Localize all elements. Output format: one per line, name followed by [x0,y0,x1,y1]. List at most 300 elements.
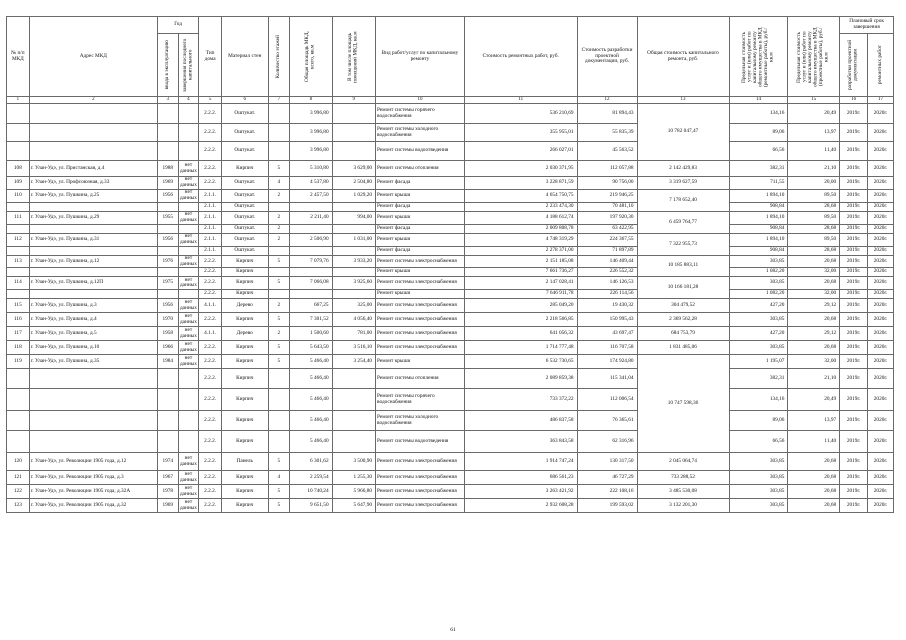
row-number: 111 [7,212,30,225]
limit-project: 21,10 [788,369,840,389]
last-repair-year [178,369,199,389]
commission-year: 1969 [157,177,178,190]
premises-area: 3 933,20 [332,256,375,268]
project-cost: 62 316,96 [577,431,637,453]
house-type: 2.2.2. [199,341,222,355]
work-cost: 641 056,32 [464,327,577,341]
floor-count: 5 [268,313,290,327]
wall-material: Кирпич [222,256,269,268]
project-cost: 71 897,89 [577,247,637,256]
address-cell: г. Улан-Удэ, ул. Профсоюзная, д.33 [29,177,157,190]
commission-year: 1970 [157,313,178,327]
limit-repair: 711,55 [729,177,788,190]
project-cost: 45 563,52 [577,142,637,161]
project-cost: 76 365,61 [577,411,637,431]
deadline-project: 2019г. [840,411,868,431]
commission-year: 1975 [157,277,178,290]
premises-area: 5 966,80 [332,485,375,499]
total-area: 5 310,80 [290,161,332,177]
table-row [7,225,894,234]
floor-count [268,203,290,212]
last-repair-year: нет данных [179,471,197,483]
premises-area [332,369,375,389]
commission-year [157,389,178,411]
deadline-project: 2019г. [840,177,868,190]
project-cost: 224 367,55 [577,234,637,247]
project-cost: 174 924,80 [577,355,637,369]
header-wall-material: Материал стен [222,17,269,97]
total-area: 3 996,80 [290,124,332,142]
limit-repair: 1 894,10 [729,212,788,225]
row-number: 117 [7,327,30,341]
table-row [7,234,894,247]
row-number: 119 [7,355,30,369]
last-repair-year [178,203,199,212]
column-number: 16 [840,97,868,104]
deadline-repair: 2020г. [868,431,894,453]
row-number [7,268,30,277]
work-cost: 2 233 474,30 [464,203,577,212]
commission-year [157,142,178,161]
row-number [7,124,30,142]
row-number: 123 [7,499,30,513]
row-number [7,225,30,234]
deadline-project: 2019г. [840,124,868,142]
address-cell: г. Улан-Удэ, ул. Революции 1905 года, д.32А [29,485,157,499]
project-cost: 90 756,00 [577,177,637,190]
total-area: 2 457,50 [290,190,332,203]
limit-project: 11,40 [788,142,840,161]
limit-repair: 427,20 [729,327,788,341]
deadline-project: 2019г. [840,161,868,177]
address-cell [29,225,157,234]
limit-project: 28,68 [788,225,840,234]
floor-count: 4 [268,177,290,190]
work-type: Ремонт системы электроснабжения [376,485,465,499]
limit-project: 20,68 [788,499,840,513]
last-repair-year [178,389,199,411]
total-area: 5 466,40 [290,389,332,411]
row-number: 113 [7,256,30,268]
work-type: Ремонт фасада [376,225,465,234]
limit-repair: 303,85 [729,499,788,513]
limit-repair: 908,84 [729,225,788,234]
work-cost: 2 030 371,95 [464,161,577,177]
floor-count: 2 [268,234,290,247]
header-deadline-project: разработки проектной документации [847,39,859,91]
premises-area [332,225,375,234]
work-cost: 7 661 736,27 [464,268,577,277]
work-type: Ремонт системы электроснабжения [376,313,465,327]
floor-count [268,268,290,277]
column-number: 6 [222,97,269,104]
house-type: 2.2.2. [199,389,222,411]
limit-repair: 1 894,10 [729,234,788,247]
deadline-repair: 2020г. [868,327,894,341]
deadline-repair: 2020г. [868,369,894,389]
limit-repair: 1 894,10 [729,190,788,203]
total-cost: 733 288,52 [637,471,729,485]
commission-year: 1956 [157,190,178,203]
limit-project: 32,00 [788,355,840,369]
work-type: Ремонт системы отопления [376,161,465,177]
work-type: Ремонт системы водоотведения [376,431,465,453]
work-type: Ремонт крыши [376,355,465,369]
deadline-project: 2019г. [840,499,868,513]
project-cost: 43 697,47 [577,327,637,341]
house-type: 2.2.2. [199,256,222,268]
floor-count: 2 [268,190,290,203]
address-cell: г. Улан-Удэ, ул. Пушкина, д.12П [29,277,157,290]
wall-material: Оштукат. [222,234,269,247]
last-repair-year: нет данных [179,255,197,267]
premises-area: 3 516,10 [332,341,375,355]
premises-area: 1 031,00 [332,234,375,247]
wall-material: Дерево [222,299,269,313]
work-type: Ремонт крыши [376,234,465,247]
wall-material: Кирпич [222,369,269,389]
deadline-project: 2019г. [840,389,868,411]
premises-area [332,104,375,124]
deadline-project: 2019г. [840,485,868,499]
house-type: 2.2.2. [199,355,222,369]
work-type: Ремонт системы электроснабжения [376,499,465,513]
total-cost: 7 178 652,40 [637,190,729,212]
address-cell [29,247,157,256]
deadline-repair: 2020г. [868,313,894,327]
total-cost: 3 319 627,59 [637,177,729,190]
header-num: № п/п МКД [7,17,30,97]
floor-count: 5 [268,355,290,369]
wall-material: Кирпич [222,389,269,411]
premises-area: 994,00 [332,212,375,225]
total-cost: 7 322 955,73 [637,234,729,256]
table-row [7,411,894,431]
limit-repair: 382,31 [729,161,788,177]
work-type: Ремонт системы холодного водоснабжения [376,411,465,431]
wall-material: Оштукат. [222,190,269,203]
project-cost: 199 593,02 [577,499,637,513]
row-number: 120 [7,453,30,471]
project-cost: 63 422,95 [577,225,637,234]
wall-material: Оштукат. [222,177,269,190]
address-cell: г. Улан-Удэ, ул. Революции 1905 года, д.32 [29,499,157,513]
table-row [7,268,894,277]
limit-repair: 66,56 [729,142,788,161]
page-number: 61 [450,627,456,633]
row-number: 121 [7,471,30,485]
commission-year [157,124,178,142]
table-body [7,104,894,513]
limit-repair: 908,84 [729,247,788,256]
wall-material: Оштукат. [222,142,269,161]
total-cost: 1 831 485,06 [637,341,729,355]
deadline-project: 2019г. [840,203,868,212]
deadline-repair: 2020г. [868,355,894,369]
header-work-type: Вид работ/услуг по капитальному ремонту [376,17,465,97]
floor-count: 2 [268,299,290,313]
project-cost: 219 946,25 [577,190,637,203]
house-type: 4.1.1. [199,327,222,341]
total-cost: 3 132 201,30 [637,499,729,513]
row-number [7,389,30,411]
total-area: 1 500,60 [290,327,332,341]
commission-year: 1956 [157,234,178,247]
premises-area [332,124,375,142]
house-type: 2.2.2. [199,471,222,485]
deadline-repair: 2020г. [868,142,894,161]
row-number [7,369,30,389]
table-row [7,431,894,453]
project-cost: 115 341,04 [577,369,637,389]
premises-area [332,389,375,411]
work-type: Ремонт системы электроснабжения [376,277,465,290]
premises-area: 781,00 [332,327,375,341]
address-cell [29,142,157,161]
premises-area: 3 500,90 [332,453,375,471]
project-cost: 70 481,10 [577,203,637,212]
premises-area: 3 629,00 [332,161,375,177]
work-type: Ремонт крыши [376,190,465,203]
row-number: 109 [7,177,30,190]
house-type: 2.2.2. [199,161,222,177]
total-area: 667,25 [290,299,332,313]
last-repair-year: нет данных [179,211,197,223]
work-cost: 2 009 808,78 [464,225,577,234]
work-cost: 486 837,58 [464,411,577,431]
wall-material: Кирпич [222,341,269,355]
deadline-repair: 2020г. [868,203,894,212]
commission-year: 1978 [157,485,178,499]
work-cost: 3 228 871,59 [464,177,577,190]
column-number-row [7,97,894,104]
work-cost: 363 843,58 [464,431,577,453]
work-cost: 7 646 911,78 [464,290,577,299]
limit-repair: 303,85 [729,277,788,290]
total-area [290,268,332,277]
total-area: 5 466,40 [290,411,332,431]
total-area: 5 466,40 [290,355,332,369]
last-repair-year [178,268,199,277]
column-number: 2 [29,97,157,104]
deadline-project: 2019г. [840,431,868,453]
limit-project: 89,50 [788,234,840,247]
header-year-group: Год [157,17,198,34]
limit-project: 13,97 [788,124,840,142]
table-header [7,17,894,104]
commission-year: 1956 [157,299,178,313]
work-type: Ремонт системы электроснабжения [376,341,465,355]
deadline-project: 2019г. [840,212,868,225]
total-area: 6 301,62 [290,453,332,471]
limit-project: 11,40 [788,431,840,453]
table-row [7,341,894,355]
table-row [7,124,894,142]
limit-project: 89,50 [788,190,840,203]
limit-project: 20,68 [788,277,840,290]
deadline-project: 2019г. [840,268,868,277]
column-number: 3 [157,97,178,104]
house-type: 2.1.1. [199,190,222,203]
address-cell [29,203,157,212]
total-area: 3 996,80 [290,104,332,124]
header-deadline-group: Плановый срок завершения [840,17,894,34]
limit-repair: 89,06 [729,124,788,142]
total-area: 5 466,40 [290,369,332,389]
work-cost: 4 188 612,74 [464,212,577,225]
wall-material: Кирпич [222,411,269,431]
deadline-project: 2019г. [840,256,868,268]
last-repair-year [178,411,199,431]
last-repair-year: нет данных [179,313,197,325]
total-area [290,290,332,299]
work-cost: 266 027,01 [464,142,577,161]
work-cost: 4 654 750,75 [464,190,577,203]
table-row [7,190,894,203]
row-number: 118 [7,341,30,355]
row-number: 110 [7,190,30,203]
deadline-repair: 2020г. [868,299,894,313]
house-type: 2.2.2. [199,431,222,453]
commission-year [157,268,178,277]
total-cost: 6 459 764,77 [637,212,729,234]
house-type: 2.2.2. [199,485,222,499]
commission-year [157,369,178,389]
column-number: 14 [729,97,788,104]
commission-year [157,247,178,256]
limit-repair: 134,16 [729,104,788,124]
header-limit-repair: Предельная стоимость услуг и (или) работ по капитальному ремонту общего имущества в МКД (ремонтные работы), руб./кв.м [740,26,775,87]
row-number: 122 [7,485,30,499]
last-repair-year: нет данных [179,341,197,353]
house-type: 2.2.2. [199,268,222,277]
house-type: 2.1.1. [199,203,222,212]
row-number: 108 [7,161,30,177]
table-row [7,247,894,256]
limit-project: 89,50 [788,212,840,225]
header-total-cost: Общая стоимость капитального ремонта, руб. [637,17,729,97]
project-cost: 130 317,50 [577,453,637,471]
deadline-project: 2019г. [840,341,868,355]
column-number: 11 [464,97,577,104]
premises-area: 1 029,20 [332,190,375,203]
last-repair-year: нет данных [178,453,199,471]
deadline-repair: 2020г. [868,124,894,142]
deadline-project: 2019г. [840,299,868,313]
limit-repair: 908,84 [729,203,788,212]
deadline-repair: 2020г. [868,485,894,499]
deadline-repair: 2020г. [868,161,894,177]
row-number [7,247,30,256]
address-cell: г. Улан-Удэ, ул. Пушкина, д.31 [29,234,157,247]
last-repair-year [178,142,199,161]
limit-project: 29,12 [788,299,840,313]
work-cost: 2 147 028,41 [464,277,577,290]
work-type: Ремонт системы электроснабжения [376,471,465,485]
total-cost: 304 479,52 [637,299,729,313]
house-type: 2.2.2. [199,277,222,290]
work-type: Ремонт крыши [376,290,465,299]
deadline-repair: 2020г. [868,268,894,277]
total-area [290,247,332,256]
last-repair-year [178,431,199,453]
house-type: 2.2.2. [199,313,222,327]
work-type: Ремонт крыши [376,212,465,225]
project-cost: 55 835,39 [577,124,637,142]
limit-project: 29,12 [788,327,840,341]
deadline-repair: 2020г. [868,256,894,268]
wall-material: Кирпич [222,431,269,453]
address-cell: г. Улан-Удэ, ул. Революции 1905 года, д.12 [29,453,157,471]
limit-repair: 66,56 [729,431,788,453]
project-cost: 19 430,32 [577,299,637,313]
limit-repair: 303,85 [729,471,788,485]
column-number: 15 [788,97,840,104]
work-cost: 2 218 566,85 [464,313,577,327]
total-area: 3 996,80 [290,142,332,161]
address-cell [29,411,157,431]
deadline-repair: 2020г. [868,177,894,190]
house-type: 2.2.2. [199,104,222,124]
total-area: 7 066,08 [290,277,332,290]
last-repair-year: нет данных [179,276,197,289]
column-number: 5 [199,97,222,104]
total-cost: 10 747 598,36 [637,355,729,453]
table-row [7,104,894,124]
deadline-repair: 2020г. [868,190,894,203]
address-cell: г. Улан-Удэ, ул. Пушкина, д.10 [29,341,157,355]
commission-year [157,411,178,431]
row-number: 115 [7,299,30,313]
premises-area: 2 504,80 [332,177,375,190]
column-number: 8 [290,97,332,104]
capital-repair-table [6,16,894,513]
total-area: 2 211,40 [290,212,332,225]
address-cell [29,268,157,277]
total-area: 4 537,80 [290,177,332,190]
floor-count: 5 [268,341,290,355]
header-work-cost: Стоимость ремонтных работ, руб. [464,17,577,97]
total-area: 5 466,40 [290,431,332,453]
last-repair-year [178,104,199,124]
last-repair-year: нет данных [179,355,197,367]
table-row [7,142,894,161]
limit-repair: 303,85 [729,256,788,268]
house-type: 2.2.2. [199,453,222,471]
deadline-repair: 2020г. [868,247,894,256]
floor-count [268,411,290,431]
deadline-project: 2019г. [840,471,868,485]
table-row [7,453,894,471]
header-total-area: Общая площадь МКД, всего, кв.м [304,31,316,82]
deadline-repair: 2020г. [868,499,894,513]
work-type: Ремонт системы отопления [376,369,465,389]
project-cost: 112 057,88 [577,161,637,177]
limit-repair: 1 082,20 [729,268,788,277]
project-cost: 112 006,54 [577,389,637,411]
project-cost: 46 727,29 [577,471,637,485]
commission-year: 1974 [157,453,178,471]
wall-material: Оштукат. [222,104,269,124]
house-type: 2.1.1. [199,247,222,256]
work-type: Ремонт системы электроснабжения [376,299,465,313]
total-cost: 2 045 064,74 [637,453,729,471]
house-type: 4.1.1. [199,299,222,313]
work-cost: 355 955,01 [464,124,577,142]
deadline-project: 2019г. [840,190,868,203]
column-number: 1 [7,97,30,104]
floor-count: 5 [268,161,290,177]
